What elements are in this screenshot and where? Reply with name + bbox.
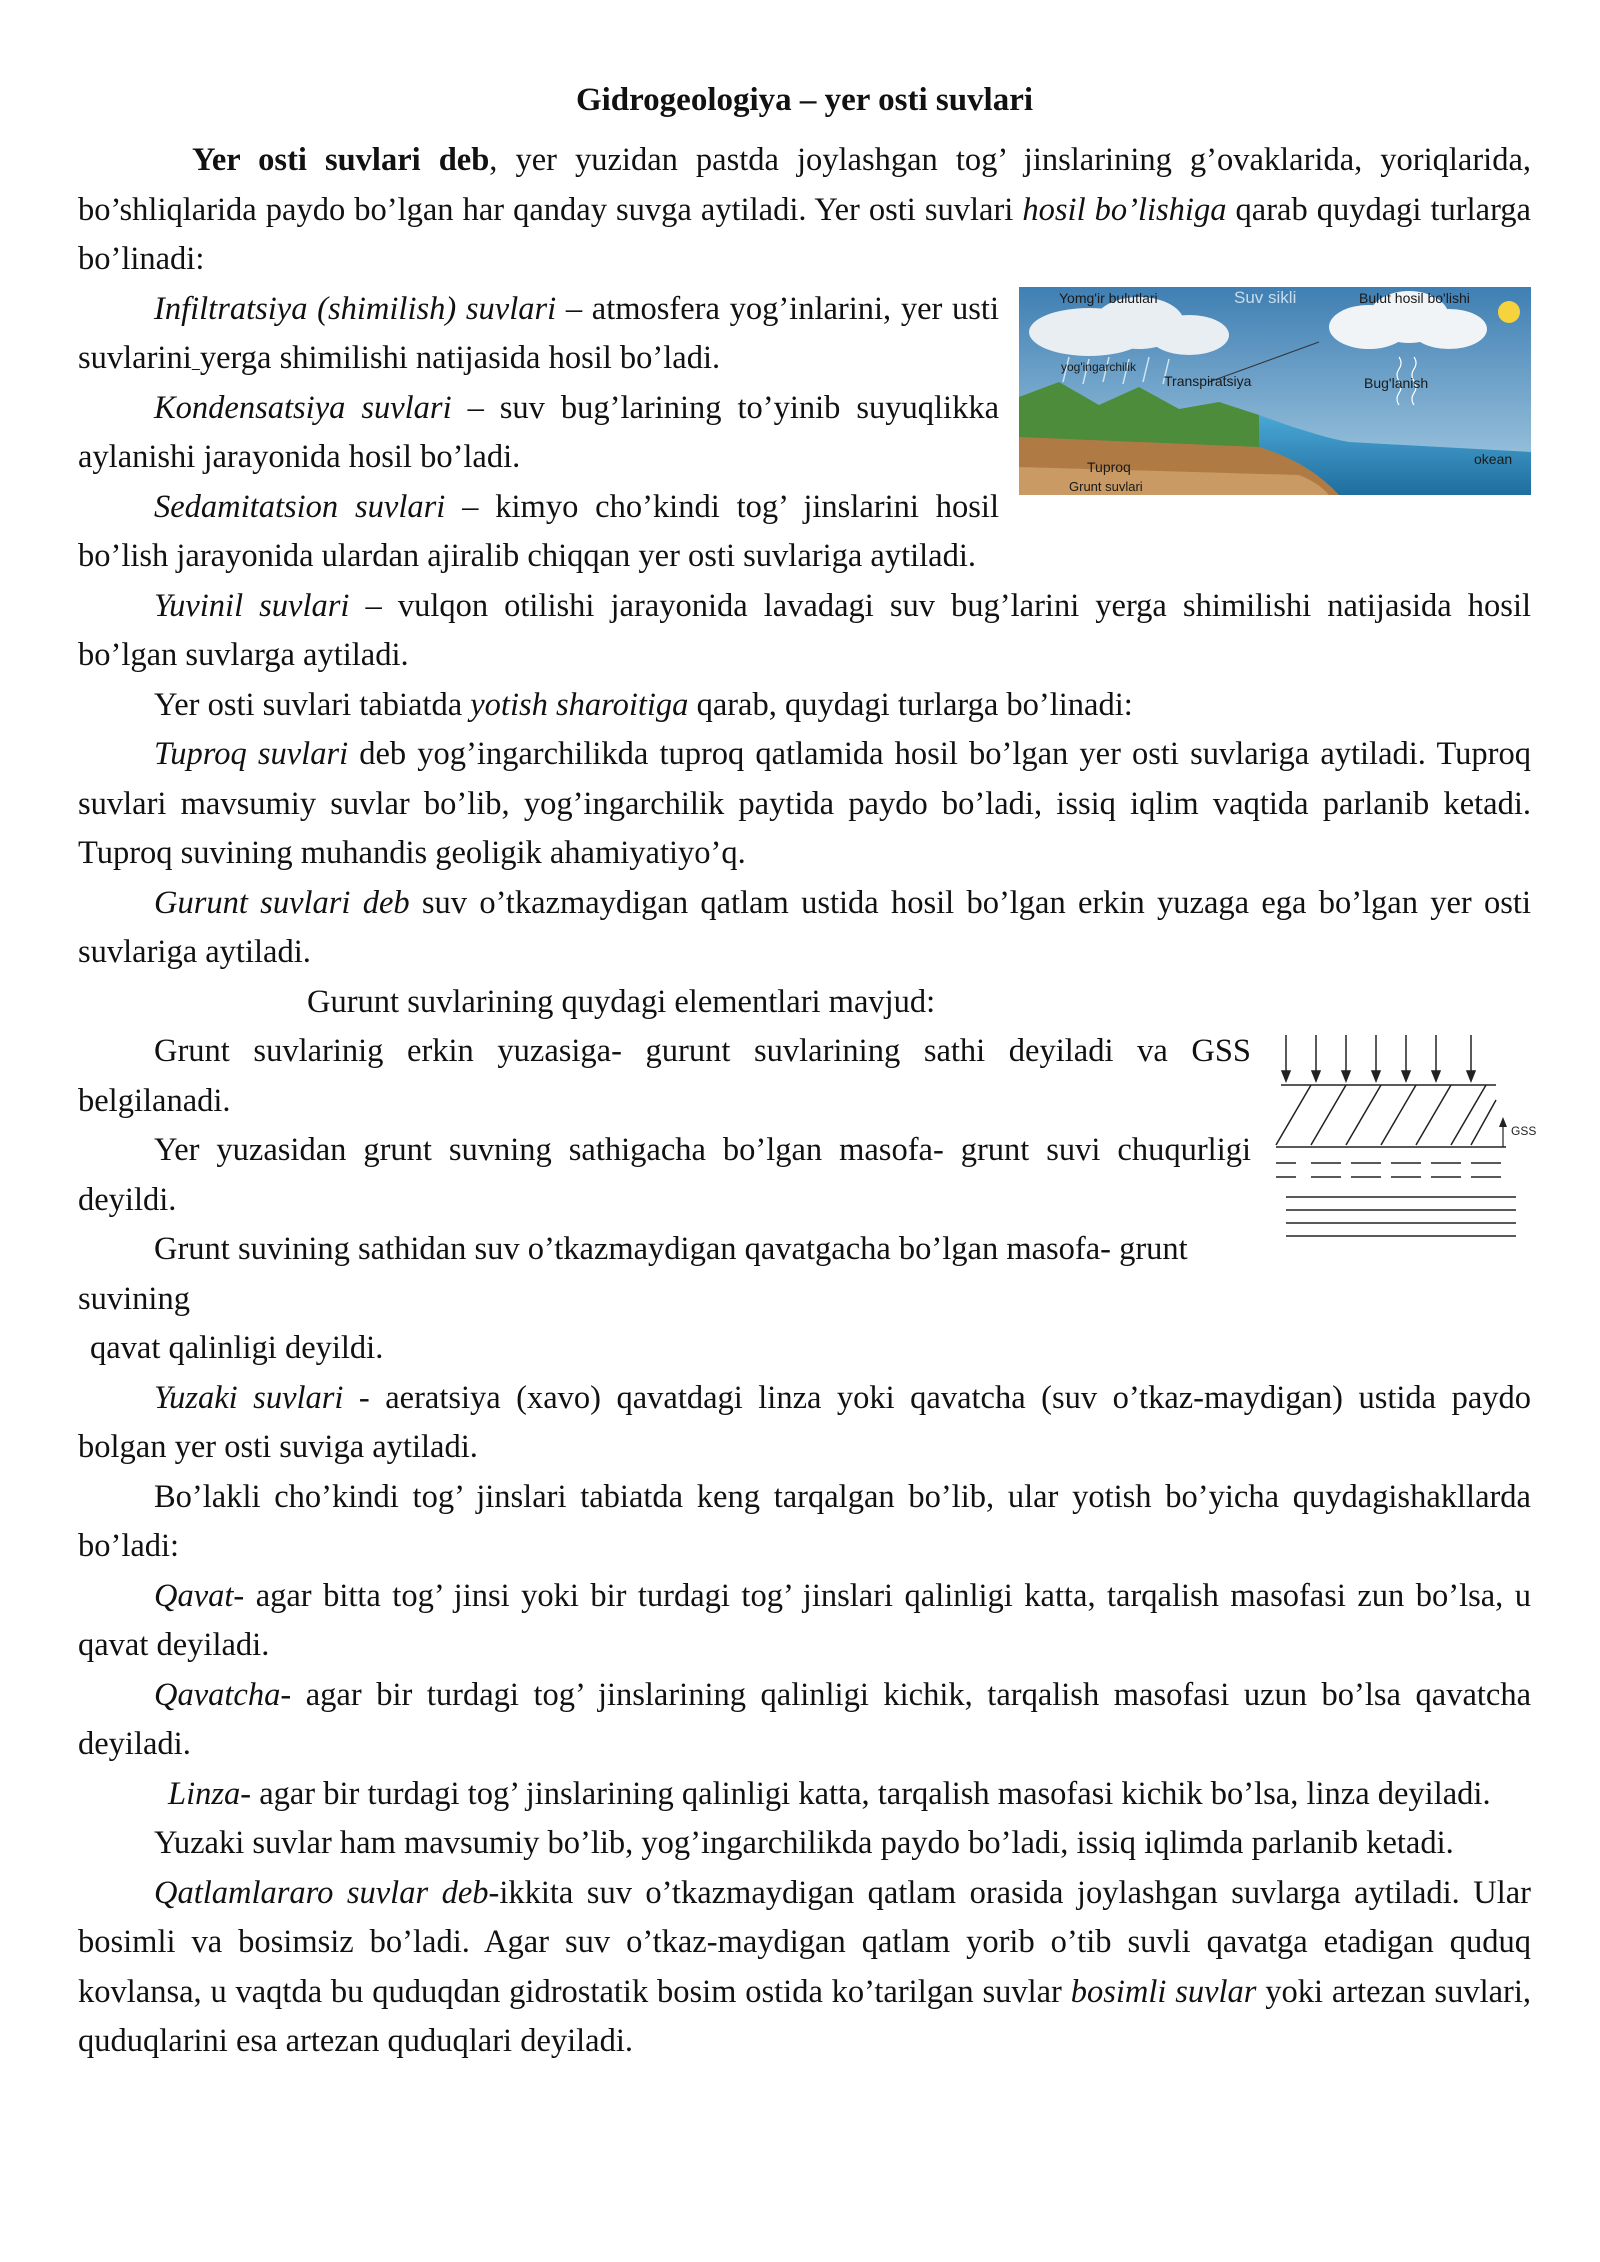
document-page [78, 70, 1537, 2067]
paragraph-elements-intro: Gurunt suvlarining quydagi elementlari mavjud: [307, 983, 936, 1020]
paragraph-soil-water: Tuproq suvlari deb yog’ingarchilikda tuproq qatlamida hosil bo’lgan yer osti suvlariga aytiladi. Tuproq suvlari mavsumiy suvlar bo’lib, yog’ingarchilik paytida paydo bo’ladi, issiq iqlim vaqtida parlanib ketadi. Tuproq suvining muhandis geoligik ahamiyatiyo’q. [78, 736, 1531, 871]
paragraph-condensation: Kondensatsiya suvlari – suv bug’larining to’yinib suyuqlikka aylanishi jarayonida hosil bo’ladi. [78, 389, 999, 475]
paragraph-thickness: Grunt suvining sathidan suv o’tkazmaydigan qavatgacha bo’lgan masofa- grunt suvining qavat qalinligi deyildi. [78, 1231, 1188, 1366]
paragraph-seasonal: Yuzaki suvlar ham mavsumiy bo’lib, yog’ingarchilikda paydo bo’ladi, issiq iqlimda parlanib ketadi. [154, 1825, 1454, 1861]
paragraph-perched: Yuzaki suvlari - aeratsiya (xavo) qavatdagi linza yoki qavatcha (suv o’tkaz-maydigan) ustida paydo bolgan yer osti suviga aytiladi. [78, 1379, 1531, 1465]
label-groundwater: Grunt suvlari [1069, 478, 1143, 494]
paragraph-interstratal: Qatlamlararo suvlar deb-ikkita suv o’tkazmaydigan qatlam orasida joylashgan suvlarga aytiladi. Ular bosimli va bosimsiz bo’ladi. Agar suv o’tkaz-maydigan qatlam yorib o’tib suvli qavatga etadigan quduq kovlansa, u vaqtda bu quduqdan gidrostatik bosim ostida ko’tarilgan suvlar bosimli suvlar yoki artezan suvlari, quduqlarini esa artezan quduqlari deyiladi. [78, 1874, 1531, 2059]
paragraph-ground-water: Gurunt suvlari deb suv o’tkazmaydigan qatlam ustida hosil bo’lgan erkin yuzaga ega bo’lgan yer osti suvlariga aytiladi. [78, 884, 1531, 970]
groundwater-level-figure [1271, 1035, 1537, 1245]
paragraph-definition: Yer osti suvlari deb, yer yuzidan pastda joylashgan tog’ jinslarining g’ovaklarida, yoriqlarida, bo’shliqlarida paydo bo’lgan har qanday suvga aytiladi. Yer osti suvlari hosil bo’lishiga qarab quydagi turlarga bo’linadi: [78, 142, 1531, 277]
paragraph-lens: Linza- agar bir turdagi tog’ jinslarining qalinligi katta, tarqalish masofasi kichik bo’lsa, linza deyiladi. [168, 1775, 1491, 1812]
label-precipitation: yog'ingarchilik [1061, 359, 1136, 374]
paragraph-occurrence: Yer osti suvlari tabiatda yotish sharoitiga qarab, quydagi turlarga bo’linadi: [154, 686, 1133, 723]
gss-arrow-icon [1499, 1117, 1507, 1127]
paragraph-layer: Qavat- agar bitta tog’ jinsi yoki bir turdagi tog’ jinslari qalinligi katta, tarqalish masofasi zun bo’lsa, u qavat deyiladi. [78, 1577, 1531, 1663]
water-cycle-illustration [1019, 287, 1531, 495]
page-title: Gidrogeologiya – yer osti suvlari [575, 82, 1034, 118]
paragraph-sedimentation: Sedamitatsion suvlari – kimyo cho’kindi tog’ jinslarini hosil bo’lish jarayonida ulardan ajiralib chiqqan yer osti suvlariga aytiladi. [78, 488, 999, 574]
paragraph-interlayer: Qavatcha- agar bir turdagi tog’ jinslarining qalinligi kichik, tarqalish masofasi uzun bo’lsa qavatcha deyiladi. [78, 1676, 1531, 1762]
paragraph-gss: Grunt suvlarinig erkin yuzasiga- gurunt suvlarining sathi deyiladi va GSS belgilanadi. [78, 1033, 1251, 1119]
groundwater-level-diagram [1271, 1035, 1537, 1245]
downward-arrows [1282, 1035, 1475, 1081]
label-cloud-formation: Bulut hosil bo'lishi [1359, 289, 1470, 306]
impermeable-layer-lines [1286, 1197, 1516, 1236]
aeration-zone-hatch [1276, 1085, 1496, 1145]
label-soil: Tuproq [1087, 458, 1131, 475]
label-evaporation: Bug'lanish [1364, 374, 1429, 391]
sun-icon [1498, 301, 1520, 323]
label-water-cycle: Suv sikli [1234, 287, 1297, 307]
paragraph-depth: Yer yuzasidan grunt suvning sathigacha bo’lgan masofa- grunt suvi chuqurligi deyildi. [78, 1132, 1251, 1218]
paragraph-infiltration: Infiltratsiya (shimilish) suvlari – atmosfera yog’inlarini, yer usti suvlarini yerga shimilishi natijasida hosil bo’ladi. [78, 290, 999, 376]
label-ocean: okean [1474, 450, 1513, 467]
paragraph-clastic: Bo’lakli cho’kindi tog’ jinslari tabiatda keng tarqalgan bo’lib, ular yotish bo’yicha quydagishakllarda bo’ladi: [78, 1478, 1531, 1564]
paragraph-juvenile: Yuvinil suvlari – vulqon otilishi jarayonida lavadagi suv bug’larini yerga shimilishi natijasida hosil bo’lgan suvlarga aytiladi. [78, 587, 1531, 673]
gss-label: GSS [1511, 1124, 1537, 1138]
water-cycle-figure [1019, 287, 1531, 495]
bold-term: Yer osti suvlari deb [192, 142, 490, 178]
label-transpiration: Transpiratsiya [1164, 372, 1252, 389]
label-rain-clouds: Yomg'ir bulutlari [1059, 289, 1158, 306]
water-dashes [1276, 1163, 1501, 1177]
